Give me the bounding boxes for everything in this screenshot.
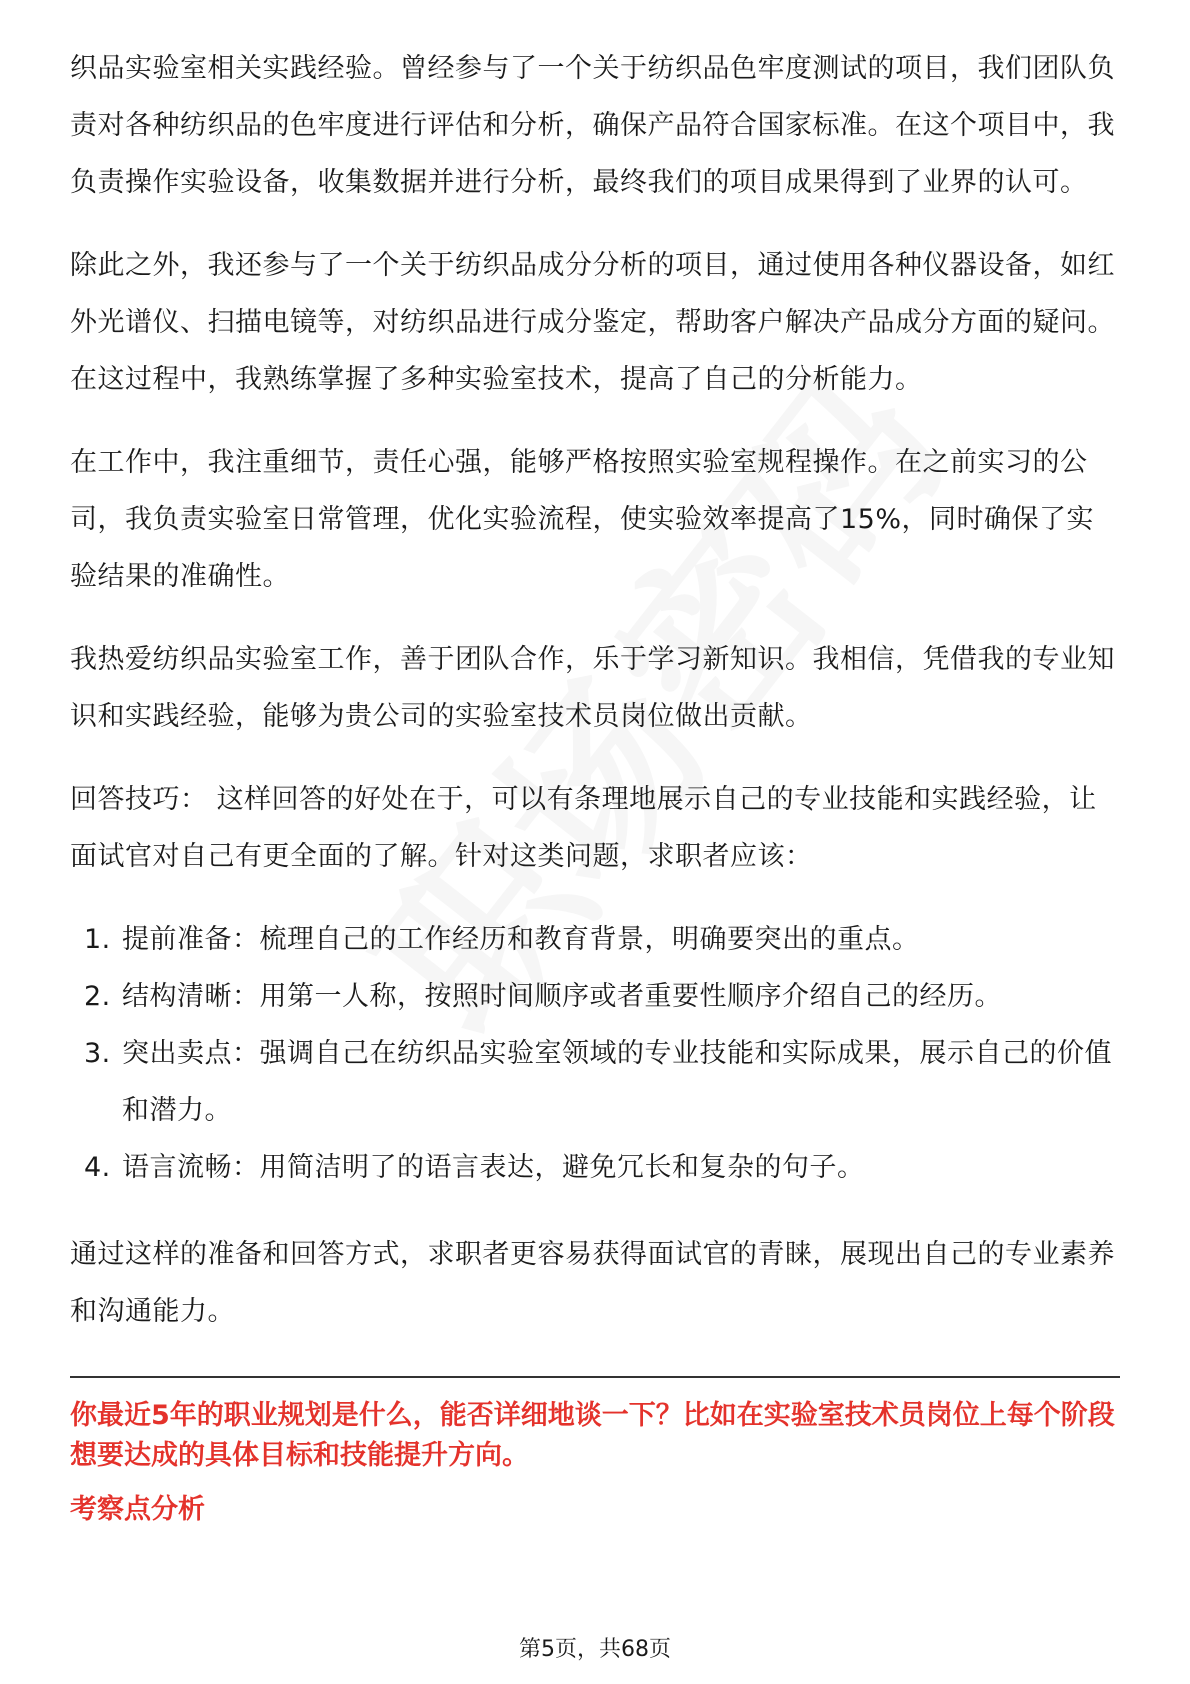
- tips-list: [70, 911, 1120, 1196]
- list-item-text: 提前准备：梳理自己的工作经历和教育背景，明确要突出的重点。: [122, 924, 920, 955]
- paragraph-analysis-project: 除此之外，我还参与了一个关于纺织品成分分析的项目，通过使用各种仪器设备，如红外光谱仪、扫描电镜等，对纺织品进行成分鉴定，帮助客户解决产品成分方面的疑问。在这过程中，我熟练掌握了多种实验室技术，提高了自己的分析能力。: [70, 250, 1115, 395]
- section-divider: [70, 1376, 1120, 1378]
- list-item-text: 结构清晰：用第一人称，按照时间顺序或者重要性顺序介绍自己的经历。: [122, 981, 1002, 1012]
- list-number: 2.: [84, 981, 111, 1012]
- section-heading: 考察点分析: [70, 1494, 205, 1525]
- paragraph-conclusion: 通过这样的准备和回答方式，求职者更容易获得面试官的青睐，展现出自己的专业素养和沟通能力。: [70, 1239, 1115, 1327]
- list-item-text: 突出卖点：强调自己在纺织品实验室领域的专业技能和实际成果，展示自己的价值和潜力。: [122, 1038, 1112, 1126]
- list-item-text: 语言流畅：用简洁明了的语言表达，避免冗长和复杂的句子。: [122, 1152, 865, 1183]
- document-body: [70, 40, 1120, 1530]
- list-number: 1.: [84, 924, 111, 955]
- list-item: [70, 968, 1120, 1025]
- list-number: 3.: [84, 1038, 111, 1069]
- list-item: [70, 1025, 1120, 1139]
- interview-question: 你最近5年的职业规划是什么，能否详细地谈一下？比如在实验室技术员岗位上每个阶段想要达成的具体目标和技能提升方向。: [70, 1400, 1115, 1471]
- paragraph-experience: 织品实验室相关实践经验。曾经参与了一个关于纺织品色牢度测试的项目，我们团队负责对各种纺织品的色牢度进行评估和分析，确保产品符合国家标准。在这个项目中，我负责操作实验设备，收集数据并进行分析，最终我们的项目成果得到了业界的认可。: [70, 53, 1115, 198]
- page-footer: 第5页，共68页: [519, 1637, 671, 1662]
- list-number: 4.: [84, 1152, 111, 1183]
- paragraph-passion: 我热爱纺织品实验室工作，善于团队合作，乐于学习新知识。我相信，凭借我的专业知识和实践经验，能够为贵公司的实验室技术员岗位做出贡献。: [70, 644, 1115, 732]
- list-item: [70, 1139, 1120, 1196]
- paragraph-answer-tips: 回答技巧： 这样回答的好处在于，可以有条理地展示自己的专业技能和实践经验，让面试官对自己有更全面的了解。针对这类问题，求职者应该：: [70, 784, 1097, 872]
- paragraph-work-attitude: 在工作中，我注重细节，责任心强，能够严格按照实验室规程操作。在之前实习的公司，我负责实验室日常管理，优化实验流程，使实验效率提高了15%，同时确保了实验结果的准确性。: [70, 447, 1095, 592]
- list-item: [70, 911, 1120, 968]
